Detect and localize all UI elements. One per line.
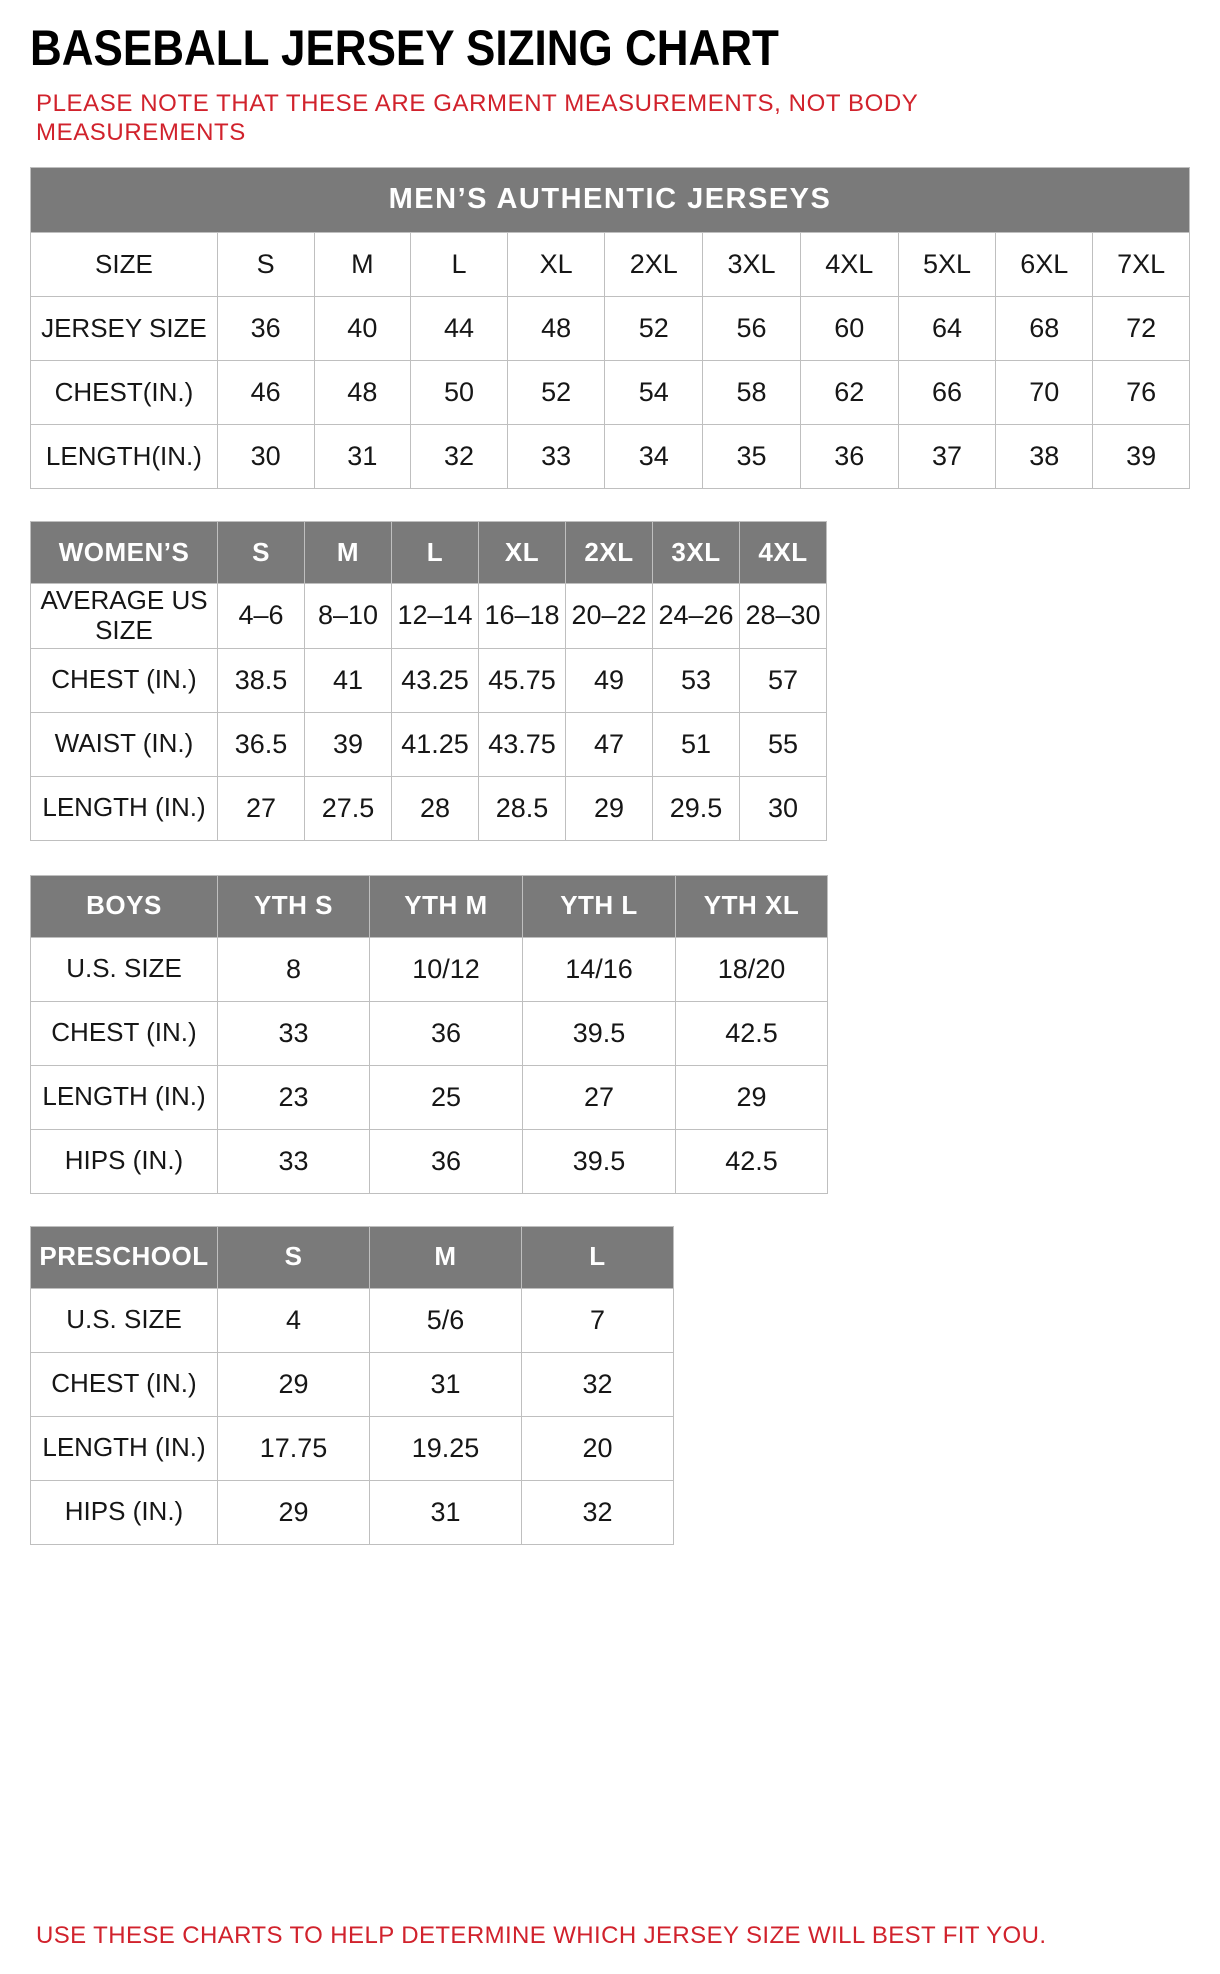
value-cell: 76 [1093, 361, 1190, 425]
table-banner: MEN’S AUTHENTIC JERSEYS [31, 168, 1190, 233]
header-cell: M [305, 522, 392, 584]
value-cell: 56 [703, 297, 801, 361]
value-cell: 4–6 [218, 584, 305, 649]
header-row [31, 875, 828, 937]
value-cell: 27 [523, 1065, 676, 1129]
value-cell: 47 [566, 712, 653, 776]
value-cell: 48 [314, 361, 411, 425]
value-cell: 31 [370, 1480, 522, 1544]
value-cell: 30 [740, 776, 827, 840]
value-cell: 43.25 [392, 648, 479, 712]
value-cell: 2XL [605, 233, 703, 297]
value-cell: 41 [305, 648, 392, 712]
header-row [31, 522, 827, 584]
value-cell: 37 [898, 425, 996, 489]
value-cell: 39.5 [523, 1001, 676, 1065]
table-row [31, 425, 1190, 489]
value-cell: 62 [800, 361, 898, 425]
value-cell: 41.25 [392, 712, 479, 776]
header-cell: M [370, 1226, 522, 1288]
row-label: U.S. SIZE [31, 1288, 218, 1352]
value-cell: 39 [305, 712, 392, 776]
value-cell: 7XL [1093, 233, 1190, 297]
table-row [31, 712, 827, 776]
value-cell: 32 [522, 1480, 674, 1544]
row-label: LENGTH(IN.) [31, 425, 218, 489]
table-row [31, 361, 1190, 425]
value-cell: 68 [996, 297, 1093, 361]
value-cell: 14/16 [523, 937, 676, 1001]
value-cell: 34 [605, 425, 703, 489]
header-row [31, 1226, 674, 1288]
row-label: WAIST (IN.) [31, 712, 218, 776]
value-cell: 36 [217, 297, 314, 361]
value-cell: 8–10 [305, 584, 392, 649]
value-cell: 29 [218, 1352, 370, 1416]
value-cell: 5/6 [370, 1288, 522, 1352]
value-cell: 20 [522, 1416, 674, 1480]
value-cell: 29 [566, 776, 653, 840]
row-label: LENGTH (IN.) [31, 776, 218, 840]
row-label: LENGTH (IN.) [31, 1065, 218, 1129]
value-cell: 66 [898, 361, 996, 425]
value-cell: 32 [411, 425, 508, 489]
row-label: CHEST (IN.) [31, 1001, 218, 1065]
value-cell: 4XL [800, 233, 898, 297]
preschool-table [30, 1226, 674, 1545]
table-row [31, 1288, 674, 1352]
value-cell: 4 [218, 1288, 370, 1352]
boys-jerseys-table-section [30, 875, 1190, 1194]
header-cell: YTH L [523, 875, 676, 937]
mens-jerseys-table-section [30, 167, 1190, 489]
value-cell: L [411, 233, 508, 297]
table-row [31, 937, 828, 1001]
value-cell: 25 [370, 1065, 523, 1129]
table-row [31, 1416, 674, 1480]
value-cell: 27.5 [305, 776, 392, 840]
womens-table [30, 521, 827, 841]
value-cell: 38.5 [218, 648, 305, 712]
value-cell: 27 [218, 776, 305, 840]
value-cell: 17.75 [218, 1416, 370, 1480]
table-row [31, 1065, 828, 1129]
value-cell: 35 [703, 425, 801, 489]
row-label: HIPS (IN.) [31, 1480, 218, 1544]
value-cell: 48 [507, 297, 605, 361]
value-cell: 19.25 [370, 1416, 522, 1480]
value-cell: 36.5 [218, 712, 305, 776]
value-cell: 8 [218, 937, 370, 1001]
value-cell: 23 [218, 1065, 370, 1129]
header-cell: 3XL [653, 522, 740, 584]
value-cell: 16–18 [479, 584, 566, 649]
table-row [31, 1480, 674, 1544]
row-label: AVERAGE US SIZE [31, 584, 218, 649]
value-cell: 31 [370, 1352, 522, 1416]
table-row [31, 297, 1190, 361]
value-cell: 24–26 [653, 584, 740, 649]
value-cell: 20–22 [566, 584, 653, 649]
value-cell: 36 [370, 1001, 523, 1065]
mens-table [30, 167, 1190, 489]
value-cell: 55 [740, 712, 827, 776]
row-label: SIZE [31, 233, 218, 297]
value-cell: 33 [218, 1129, 370, 1193]
value-cell: 28 [392, 776, 479, 840]
table-row [31, 1001, 828, 1065]
value-cell: 58 [703, 361, 801, 425]
value-cell: 64 [898, 297, 996, 361]
value-cell: 46 [217, 361, 314, 425]
row-label: CHEST (IN.) [31, 648, 218, 712]
value-cell: XL [507, 233, 605, 297]
value-cell: 42.5 [676, 1129, 828, 1193]
header-cell: YTH S [218, 875, 370, 937]
boys-table [30, 875, 828, 1194]
banner-row [31, 168, 1190, 233]
value-cell: M [314, 233, 411, 297]
value-cell: 28.5 [479, 776, 566, 840]
value-cell: 45.75 [479, 648, 566, 712]
value-cell: 53 [653, 648, 740, 712]
value-cell: S [217, 233, 314, 297]
row-label: CHEST (IN.) [31, 1352, 218, 1416]
value-cell: 10/12 [370, 937, 523, 1001]
value-cell: 44 [411, 297, 508, 361]
value-cell: 52 [605, 297, 703, 361]
table-row [31, 776, 827, 840]
value-cell: 33 [218, 1001, 370, 1065]
header-cell: YTH M [370, 875, 523, 937]
value-cell: 60 [800, 297, 898, 361]
value-cell: 29.5 [653, 776, 740, 840]
value-cell: 49 [566, 648, 653, 712]
row-label: LENGTH (IN.) [31, 1416, 218, 1480]
header-label: WOMEN’S [31, 522, 218, 584]
header-cell: 2XL [566, 522, 653, 584]
header-label: PRESCHOOL [31, 1226, 218, 1288]
value-cell: 38 [996, 425, 1093, 489]
value-cell: 28–30 [740, 584, 827, 649]
value-cell: 51 [653, 712, 740, 776]
value-cell: 33 [507, 425, 605, 489]
header-cell: 4XL [740, 522, 827, 584]
value-cell: 52 [507, 361, 605, 425]
value-cell: 42.5 [676, 1001, 828, 1065]
header-cell: YTH XL [676, 875, 828, 937]
value-cell: 43.75 [479, 712, 566, 776]
row-label: U.S. SIZE [31, 937, 218, 1001]
womens-jerseys-table-section [30, 521, 1190, 841]
preschool-jerseys-table-section [30, 1226, 1190, 1545]
value-cell: 32 [522, 1352, 674, 1416]
header-cell: S [218, 1226, 370, 1288]
value-cell: 50 [411, 361, 508, 425]
value-cell: 39.5 [523, 1129, 676, 1193]
row-label: HIPS (IN.) [31, 1129, 218, 1193]
table-row [31, 1352, 674, 1416]
table-row [31, 1129, 828, 1193]
value-cell: 72 [1093, 297, 1190, 361]
header-cell: S [218, 522, 305, 584]
page-title: BASEBALL JERSEY SIZING CHART [30, 20, 779, 76]
value-cell: 31 [314, 425, 411, 489]
value-cell: 3XL [703, 233, 801, 297]
value-cell: 70 [996, 361, 1093, 425]
row-label: CHEST(IN.) [31, 361, 218, 425]
value-cell: 30 [217, 425, 314, 489]
header-cell: L [522, 1226, 674, 1288]
value-cell: 5XL [898, 233, 996, 297]
value-cell: 36 [370, 1129, 523, 1193]
value-cell: 6XL [996, 233, 1093, 297]
table-row [31, 584, 827, 649]
value-cell: 29 [218, 1480, 370, 1544]
value-cell: 7 [522, 1288, 674, 1352]
value-cell: 57 [740, 648, 827, 712]
header-label: BOYS [31, 875, 218, 937]
table-row [31, 648, 827, 712]
garment-measurement-note: PLEASE NOTE THAT THESE ARE GARMENT MEASUREMENTS, NOT BODY MEASUREMENTS [36, 89, 918, 146]
value-cell: 18/20 [676, 937, 828, 1001]
value-cell: 54 [605, 361, 703, 425]
value-cell: 39 [1093, 425, 1190, 489]
value-cell: 36 [800, 425, 898, 489]
header-cell: XL [479, 522, 566, 584]
value-cell: 12–14 [392, 584, 479, 649]
value-cell: 40 [314, 297, 411, 361]
footer-note: USE THESE CHARTS TO HELP DETERMINE WHICH JERSEY SIZE WILL BEST FIT YOU. [36, 1922, 1047, 1949]
value-cell: 29 [676, 1065, 828, 1129]
header-cell: L [392, 522, 479, 584]
row-label: JERSEY SIZE [31, 297, 218, 361]
table-row [31, 233, 1190, 297]
